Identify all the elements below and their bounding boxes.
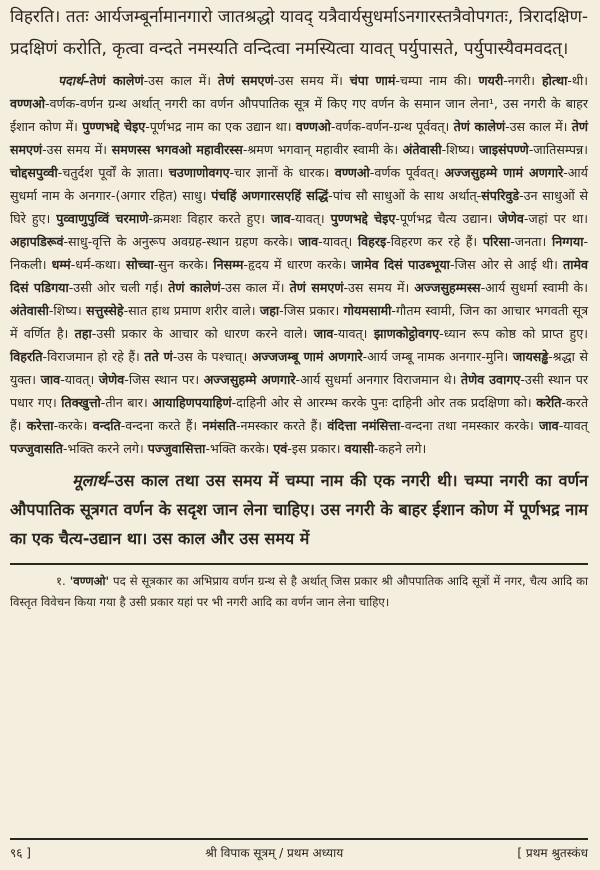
glossary-term: तेणं समएणं <box>289 280 344 295</box>
glossary-meaning: -जहां पर था। <box>523 211 588 226</box>
footer-divider <box>10 838 588 841</box>
glossary-term: पुव्वाणुपुव्विं चरमाणे <box>56 211 149 226</box>
glossary-term: पज्जुवासित्ता <box>147 441 206 456</box>
glossary-meaning: -सुन करके। <box>153 257 214 272</box>
glossary-meaning: -जिस ओर से आई थी। <box>449 257 564 272</box>
glossary-term: अंतेवासी <box>10 303 49 318</box>
glossary-meaning: -वन्दना तथा नमस्कार करके। <box>400 418 540 433</box>
glossary-meaning: -पूर्णभद्र चैत्य उद्यान। <box>395 211 499 226</box>
footnote-text: पद से सूत्रकार का अभिप्राय वर्णन ग्रन्थ से है अर्थात् जिस प्रकार श्री औपपातिक आदि सूत्रों में नगर, चैत्य आदि का विस्तृत विवेचन किया गया है उसी प्रकार यहां पर भी नगरी आदि का वर्णन जान लेना चाहिए। <box>10 573 588 609</box>
glossary-term: वण्णओ <box>334 165 370 180</box>
glossary-meaning: -हृदय में धारण करके। <box>243 257 352 272</box>
glossary-meaning: -धर्म-कथा। <box>70 257 126 272</box>
glossary-meaning: -उसी स्थान पर पधार गए। <box>10 372 589 410</box>
glossary-term: धम्मं <box>51 257 71 272</box>
glossary-meaning: -जिस स्थान पर। <box>124 372 204 387</box>
glossary-term: जाव <box>298 234 319 249</box>
glossary-term: करेति <box>536 395 562 410</box>
glossary-term: पुण्णभद्दे चेइए <box>82 119 146 134</box>
glossary-term: समणस्स भगवओ महावीरस्स <box>111 142 243 157</box>
glossary-meaning: -चम्पा नाम की। <box>395 73 479 88</box>
glossary-term: तहा <box>74 326 92 341</box>
glossary-meaning: -आर्य सुधर्मा नाम के अनगार-(अगार रहित) साधु। <box>10 165 588 203</box>
glossary-meaning: -आर्य सुधर्मा अनगार विराजमान थे। <box>295 372 461 387</box>
glossary-term: वण्णओ <box>10 96 45 111</box>
glossary-meaning: -उस समय में। <box>343 280 415 295</box>
glossary-meaning: -वन्दना करते हैं। <box>120 418 203 433</box>
glossary-term: होत्था <box>541 73 568 88</box>
spacer <box>10 627 588 838</box>
glossary-meaning: -आर्य जम्बू नामक अनगार-मुनि। <box>362 349 513 364</box>
glossary-meaning: -सात हाथ प्रमाण शरीर वाले। <box>123 303 260 318</box>
glossary-meaning: -नमस्कार करते हैं। <box>235 418 328 433</box>
glossary-term: तेणेव उवागए <box>460 372 521 387</box>
glossary-meaning: -श्रमण भगवान् महावीर स्वामी के। <box>242 142 403 157</box>
glossary-term: पुण्णभद्दे चेइए <box>330 211 396 226</box>
glossary-meaning: -क्रमशः विहार करते हुए। <box>148 211 272 226</box>
glossary-meaning: -इस प्रकार। <box>287 441 345 456</box>
glossary-meaning: -निकली। <box>10 234 589 272</box>
glossary-meaning: -कहने लगे। <box>373 441 427 456</box>
glossary-term: निसम्म <box>213 257 244 272</box>
glossary-term: पंचहिं अणगारसएहिं सद्धिं <box>211 188 329 203</box>
glossary-meaning: -यावत्। <box>333 326 374 341</box>
glossary-meaning: -शिष्य। <box>441 142 480 157</box>
glossary-term: परिसा <box>482 234 511 249</box>
glossary-meaning: -उस समय में। <box>42 142 112 157</box>
glossary-term: वंदित्ता नमंसित्ता <box>327 418 401 433</box>
section-label: [ प्रथम श्रुतस्कंध <box>517 846 588 860</box>
glossary-meaning: -जनता। <box>510 234 553 249</box>
glossary-meaning: -वर्णक-वर्णन-ग्रन्थ पूर्ववत्। <box>330 119 454 134</box>
glossary-term: जेणेव <box>498 211 524 226</box>
glossary-meaning: -विराजमान हो रहे हैं। <box>42 349 145 364</box>
glossary-term: गोयमसामी <box>343 303 392 318</box>
glossary-meaning: -उस काल में। <box>143 73 218 88</box>
glossary-meaning: -उस के पश्चात्। <box>172 349 252 364</box>
glossary-term: निग्गया <box>552 234 584 249</box>
glossary-meaning: -दाहिनी ओर से आरम्भ करके पुनः दाहिनी ओर तक प्रदक्षिणा को। <box>231 395 537 410</box>
glossary-term: नमंसति <box>202 418 236 433</box>
glossary-meaning: -करके। <box>53 418 93 433</box>
glossary-meaning: -थी। <box>567 73 588 88</box>
glossary-meaning: -भक्ति करके। <box>205 441 274 456</box>
glossary-term: –तेणं कालेणं <box>83 73 144 88</box>
glossary-term: झाणकोट्ठोवगए <box>373 326 440 341</box>
glossary-term: चोद्दसपुव्वी <box>10 165 58 180</box>
glossary-meaning: -यावत्। <box>60 372 99 387</box>
glossary-term: चंपा णामं <box>349 73 396 88</box>
padartha-glossary <box>10 73 588 456</box>
moolarth-section <box>10 466 588 553</box>
glossary-term: तेणं कालेणं <box>168 280 221 295</box>
glossary-meaning: -यावत् <box>558 418 588 433</box>
glossary-term: सोच्चा <box>125 257 154 272</box>
glossary-meaning: -पूर्णभद्र नाम का एक उद्यान था। <box>145 119 296 134</box>
footnote-term: 'वण्णओ' <box>69 573 110 588</box>
glossary-term: जाव <box>539 418 559 433</box>
glossary-meaning: -नगरी। <box>503 73 542 88</box>
glossary-meaning: -आर्य सुधर्मा स्वामी के। <box>480 280 589 295</box>
glossary-term: अहापडिरूवं <box>10 234 64 249</box>
glossary-meaning: -पांच सौ साधुओं के साथ अर्थात्- <box>328 188 482 203</box>
glossary-term: तेणं समएणं <box>10 119 589 157</box>
glossary-meaning: -उस काल में। <box>220 280 290 295</box>
footnote-number: १. <box>56 573 66 588</box>
glossary-meaning: -उस काल में। <box>505 119 572 134</box>
glossary-term: जाव <box>271 211 291 226</box>
glossary-term: जेणेव <box>98 372 125 387</box>
glossary-meaning: -चार ज्ञानों के धारक। <box>229 165 335 180</box>
glossary-term: एवं <box>273 441 288 456</box>
glossary-term: वण्णओ <box>295 119 331 134</box>
glossary-term: अंतेवासी <box>402 142 442 157</box>
glossary-term: विहरति <box>10 349 43 364</box>
glossary-meaning: -यावत्। <box>318 234 358 249</box>
glossary-meaning: -गौतम स्वामी, जिन का आचार भगवती सूत्र में वर्णित है। <box>10 303 589 341</box>
glossary-term: जाव <box>40 372 61 387</box>
glossary-meaning: -ध्यान रूप कोष्ठ को प्राप्त हुए। <box>439 326 588 341</box>
glossary-term: जायसड्ढे <box>512 349 549 364</box>
glossary-term: तिक्खुत्तो <box>61 395 101 410</box>
padartha-section <box>10 69 588 460</box>
glossary-term: पज्जुवासति <box>10 441 63 456</box>
glossary-meaning: -वर्णक पूर्ववत्। <box>369 165 445 180</box>
glossary-term: वन्दति <box>92 418 121 433</box>
glossary-term: जाइसंपण्णे <box>479 142 529 157</box>
glossary-meaning: -उसी ओर चली गई। <box>68 280 169 295</box>
glossary-meaning: -साधु-वृत्ति के अनुरूप अवग्रह-स्थान ग्रहण करके। <box>63 234 299 249</box>
glossary-term: णयरी <box>478 73 504 88</box>
glossary-meaning: -उस समय में। <box>273 73 350 88</box>
glossary-term: अज्जसुहम्मस्स <box>414 280 481 295</box>
glossary-term: आयाहिणपयाहिणं <box>152 395 232 410</box>
moolarth-heading: मूलार्थ <box>72 471 107 490</box>
glossary-meaning: -जातिसम्पन्न। <box>528 142 588 157</box>
glossary-meaning: -शिष्य। <box>48 303 87 318</box>
sanskrit-text: विहरति। ततः आर्यजम्बूर्नामानगारो जातश्रद्धो यावद् यत्रैवार्यसुधर्माऽनगारस्तत्रैवोपगतः, त्रिरादक्षिण-प्रदक्षिणं करोति, कृत्वा वन्दते नमस्यति वन्दित्वा नमस्यित्वा यावत् पर्युपासते, पर्युपास्यैवमवदत्। <box>10 7 588 59</box>
glossary-meaning: -श्रद्धा से युक्त। <box>10 349 588 387</box>
glossary-term: विहरइ <box>357 234 387 249</box>
glossary-term: अज्जजम्बू णामं अणगारे <box>251 349 363 364</box>
footer <box>10 844 588 862</box>
glossary-term: चउणाणोवगए <box>168 165 230 180</box>
glossary-term: करेत्ता <box>26 418 54 433</box>
glossary-term: तेणं कालेणं <box>453 119 506 134</box>
glossary-meaning: -करते हैं। <box>10 395 588 433</box>
glossary-term: सत्तुस्सेहे <box>86 303 124 318</box>
footnote-divider <box>10 563 588 565</box>
glossary-term: तेणं समएणं <box>217 73 274 88</box>
glossary-meaning: -उसी प्रकार के आचार को धारण करने वाले। <box>91 326 314 341</box>
padartha-heading: पदार्थ <box>58 73 84 88</box>
glossary-term: वयासी <box>344 441 374 456</box>
glossary-term: जहा <box>259 303 280 318</box>
glossary-meaning: -वर्णक-वर्णन ग्रन्थ अर्थात् नगरी का वर्णन औपपातिक सूत्र में किए गए वर्णन के समान जान लेना¹, उस नगरी के बाहर ईशान कोण में। <box>10 96 588 134</box>
footnote <box>10 571 588 613</box>
glossary-term: अज्जसुहम्मे अणगारे <box>203 372 296 387</box>
glossary-term: तते णं <box>144 349 173 364</box>
glossary-term: जाव <box>313 326 334 341</box>
page-number: ९६ ] <box>10 846 31 860</box>
moolarth-text: –उस काल तथा उस समय में चम्पा नाम की एक नगरी थी। चम्पा नगरी का वर्णन औपपातिक सूत्रगत वर्णन के सदृश जान लेना चाहिए। उस नगरी के बाहर ईशान कोण में पूर्णभद्र नाम का एक चैत्य-उद्यान था। उस काल और उस समय में <box>10 471 588 548</box>
glossary-meaning: -विहरण कर रहे हैं। <box>386 234 483 249</box>
glossary-meaning: -भक्ति करने लगे। <box>62 441 148 456</box>
glossary-term: जामेव दिसं पाउब्भूया <box>351 257 450 272</box>
glossary-meaning: -जिस प्रकार। <box>279 303 344 318</box>
glossary-meaning: -उन साधुओं से घिरे हुए। <box>10 188 588 226</box>
running-title: श्री विपाक सूत्रम् / प्रथम अध्याय <box>205 846 344 860</box>
glossary-meaning: -तीन बार। <box>100 395 153 410</box>
glossary-term: तामेव दिसं पडिगया <box>10 257 588 295</box>
glossary-meaning: -यावत्। <box>290 211 331 226</box>
glossary-meaning: -चतुर्दश पूर्वों के ज्ञाता। <box>57 165 169 180</box>
glossary-term: संपरिवुडे <box>481 188 520 203</box>
glossary-term: अज्जसुहम्मे णामं अणगारे <box>444 165 564 180</box>
